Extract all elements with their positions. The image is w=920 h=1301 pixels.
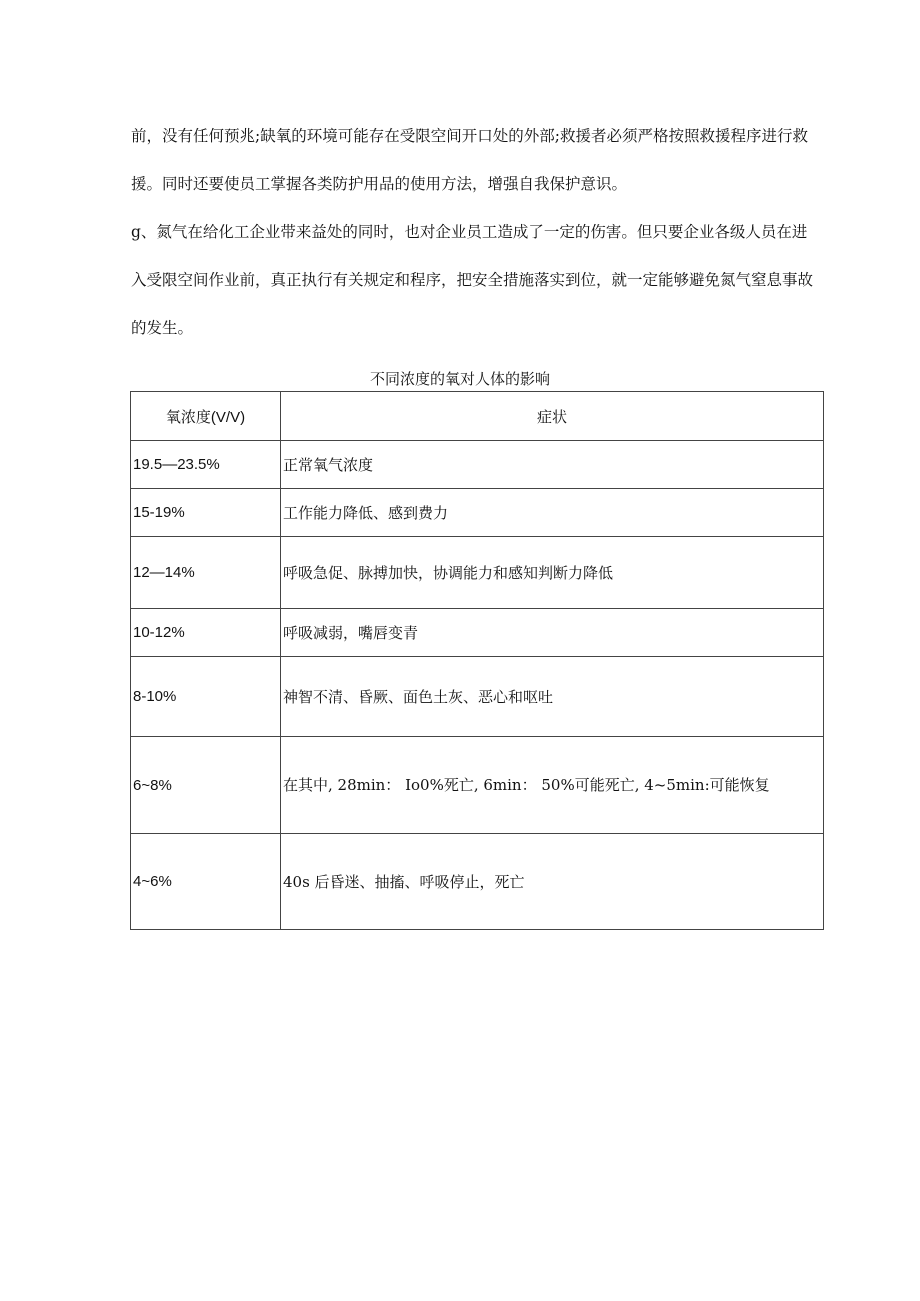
concentration-cell: 12—14% xyxy=(131,537,281,609)
concentration-cell: 19.5—23.5% xyxy=(131,441,281,489)
symptom-cell: 40s 后昏迷、抽搐、呼吸停止，死亡 xyxy=(281,834,824,930)
symptom-cell: 在其中, 28min： Io0%死亡, 6min： 50%可能死亡, 4~5min:可能恢复 xyxy=(281,737,824,834)
symptom-cell: 正常氧气浓度 xyxy=(281,441,824,489)
header-concentration: 氧浓度(V/V) xyxy=(131,392,281,441)
table-row xyxy=(131,657,824,737)
table-header-row xyxy=(131,392,824,441)
table-row xyxy=(131,489,824,537)
symptom-cell: 工作能力降低、感到费力 xyxy=(281,489,824,537)
concentration-cell: 6~8% xyxy=(131,737,281,834)
paragraph-1: 前，没有任何预兆;缺氧的环境可能存在受限空间开口处的外部;救援者必须严格按照救援程序进行救援。同时还要使员工掌握各类防护用品的使用方法，增强自我保护意识。 xyxy=(131,127,808,193)
symptom-cell: 呼吸减弱，嘴唇变青 xyxy=(281,609,824,657)
concentration-cell: 4~6% xyxy=(131,834,281,930)
table-row xyxy=(131,537,824,609)
paragraph-2: g、氮气在给化工企业带来益处的同时，也对企业员工造成了一定的伤害。但只要企业各级人员在进入受限空间作业前，真正执行有关规定和程序，把安全措施落实到位，就一定能够避免氮气窒息事故的发生。 xyxy=(131,223,814,337)
table-row xyxy=(131,441,824,489)
header-symptom: 症状 xyxy=(281,392,824,441)
concentration-cell: 15-19% xyxy=(131,489,281,537)
table-row xyxy=(131,609,824,657)
symptom-cell: 神智不清、昏厥、面色土灰、恶心和呕吐 xyxy=(281,657,824,737)
table-row xyxy=(131,834,824,930)
symptom-cell: 呼吸急促、脉搏加快，协调能力和感知判断力降低 xyxy=(281,537,824,609)
concentration-cell: 8-10% xyxy=(131,657,281,737)
concentration-cell: 10-12% xyxy=(131,609,281,657)
table-row xyxy=(131,737,824,834)
oxygen-effects-table xyxy=(130,391,824,930)
table-caption: 不同浓度的氧对人体的影响 xyxy=(369,370,550,388)
